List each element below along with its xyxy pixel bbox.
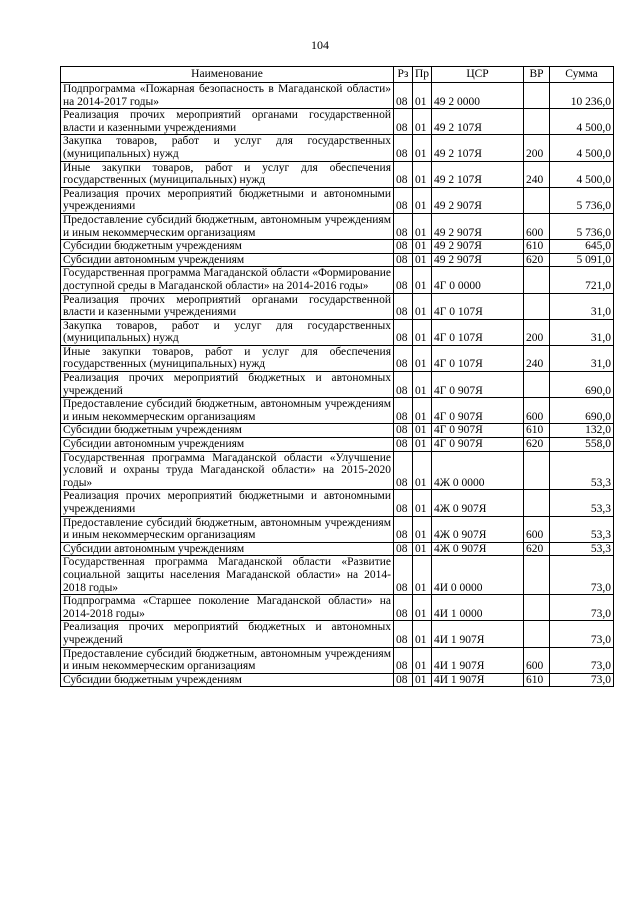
table-row <box>61 398 614 424</box>
cell-rz: 08 <box>394 438 413 452</box>
cell-sum: 645,0 <box>550 240 614 254</box>
cell-rz: 08 <box>394 187 413 213</box>
cell-csr: 4Г 0 907Я <box>432 398 524 424</box>
cell-vr <box>524 267 550 293</box>
cell-vr: 600 <box>524 647 550 673</box>
cell-rz: 08 <box>394 595 413 621</box>
cell-rz: 08 <box>394 345 413 371</box>
cell-pr: 01 <box>413 542 432 556</box>
cell-rz: 08 <box>394 83 413 109</box>
cell-name: Иные закупки товаров, работ и услуг для обеспечения государственных (муниципальных) нужд <box>61 161 394 187</box>
cell-sum: 558,0 <box>550 438 614 452</box>
cell-vr: 620 <box>524 542 550 556</box>
table-row <box>61 187 614 213</box>
cell-pr: 01 <box>413 319 432 345</box>
cell-csr: 49 2 107Я <box>432 109 524 135</box>
cell-name: Предоставление субсидий бюджетным, автономным учреждениям и иным некоммерческим организациям <box>61 647 394 673</box>
cell-csr: 4Г 0 107Я <box>432 319 524 345</box>
cell-pr: 01 <box>413 556 432 595</box>
cell-name: Реализация прочих мероприятий органами государственной власти и казенными учреждениями <box>61 109 394 135</box>
cell-name: Реализация прочих мероприятий бюджетными и автономными учреждениями <box>61 187 394 213</box>
cell-csr: 49 2 907Я <box>432 240 524 254</box>
cell-name: Подпрограмма «Пожарная безопасность в Магаданской области» на 2014-2017 годы» <box>61 83 394 109</box>
table-header-row <box>61 67 614 83</box>
cell-name: Предоставление субсидий бюджетным, автономным учреждениям и иным некоммерческим организациям <box>61 516 394 542</box>
cell-pr: 01 <box>413 372 432 398</box>
header-sum: Сумма <box>550 67 614 83</box>
table-row <box>61 542 614 556</box>
cell-csr: 4Ж 0 907Я <box>432 542 524 556</box>
cell-vr: 600 <box>524 213 550 239</box>
cell-pr: 01 <box>413 398 432 424</box>
cell-pr: 01 <box>413 451 432 490</box>
budget-table <box>60 66 614 687</box>
cell-name: Субсидии автономным учреждениям <box>61 253 394 267</box>
cell-pr: 01 <box>413 109 432 135</box>
cell-csr: 4И 0 0000 <box>432 556 524 595</box>
table-row <box>61 424 614 438</box>
cell-sum: 5 736,0 <box>550 213 614 239</box>
cell-rz: 08 <box>394 135 413 161</box>
cell-sum: 5 091,0 <box>550 253 614 267</box>
cell-name: Субсидии автономным учреждениям <box>61 542 394 556</box>
cell-rz: 08 <box>394 490 413 516</box>
cell-pr: 01 <box>413 647 432 673</box>
header-vr: ВР <box>524 67 550 83</box>
cell-name: Предоставление субсидий бюджетным, автономным учреждениям и иным некоммерческим организациям <box>61 398 394 424</box>
table-row <box>61 673 614 687</box>
cell-sum: 31,0 <box>550 319 614 345</box>
cell-name: Государственная программа Магаданской области «Улучшение условий и охраны труда Магаданской области» на 2015-2020 годы» <box>61 451 394 490</box>
cell-pr: 01 <box>413 267 432 293</box>
cell-vr: 200 <box>524 135 550 161</box>
cell-pr: 01 <box>413 345 432 371</box>
cell-csr: 4Г 0 907Я <box>432 438 524 452</box>
cell-csr: 49 2 0000 <box>432 83 524 109</box>
cell-pr: 01 <box>413 213 432 239</box>
cell-name: Государственная программа Магаданской области «Формирование доступной среды в Магаданской области» на 2014-2016 годы» <box>61 267 394 293</box>
table-row <box>61 556 614 595</box>
cell-csr: 49 2 107Я <box>432 161 524 187</box>
cell-rz: 08 <box>394 293 413 319</box>
cell-sum: 53,3 <box>550 516 614 542</box>
cell-vr: 620 <box>524 438 550 452</box>
cell-csr: 49 2 907Я <box>432 213 524 239</box>
cell-vr: 610 <box>524 673 550 687</box>
cell-rz: 08 <box>394 319 413 345</box>
table-row <box>61 319 614 345</box>
cell-vr: 600 <box>524 516 550 542</box>
cell-vr: 620 <box>524 253 550 267</box>
cell-pr: 01 <box>413 424 432 438</box>
cell-rz: 08 <box>394 647 413 673</box>
cell-csr: 4И 1 0000 <box>432 595 524 621</box>
cell-vr <box>524 83 550 109</box>
cell-rz: 08 <box>394 542 413 556</box>
table-row <box>61 621 614 647</box>
cell-sum: 4 500,0 <box>550 161 614 187</box>
cell-sum: 73,0 <box>550 556 614 595</box>
table-row <box>61 490 614 516</box>
table-row <box>61 240 614 254</box>
cell-vr: 240 <box>524 345 550 371</box>
cell-name: Субсидии автономным учреждениям <box>61 438 394 452</box>
cell-rz: 08 <box>394 424 413 438</box>
cell-pr: 01 <box>413 187 432 213</box>
cell-sum: 31,0 <box>550 293 614 319</box>
cell-rz: 08 <box>394 621 413 647</box>
cell-name: Субсидии бюджетным учреждениям <box>61 673 394 687</box>
cell-vr <box>524 490 550 516</box>
table-row <box>61 372 614 398</box>
cell-vr <box>524 556 550 595</box>
cell-name: Государственная программа Магаданской области «Развитие социальной защиты населения Магаданской области» на 2014-2018 годы» <box>61 556 394 595</box>
table-row <box>61 161 614 187</box>
cell-pr: 01 <box>413 438 432 452</box>
table-row <box>61 293 614 319</box>
cell-sum: 690,0 <box>550 398 614 424</box>
cell-name: Субсидии бюджетным учреждениям <box>61 424 394 438</box>
cell-vr: 610 <box>524 424 550 438</box>
table-row <box>61 438 614 452</box>
table-row <box>61 647 614 673</box>
cell-rz: 08 <box>394 161 413 187</box>
cell-csr: 4Г 0 907Я <box>432 372 524 398</box>
cell-csr: 4И 1 907Я <box>432 647 524 673</box>
cell-csr: 4Г 0 0000 <box>432 267 524 293</box>
cell-name: Реализация прочих мероприятий бюджетных и автономных учреждений <box>61 621 394 647</box>
cell-vr <box>524 109 550 135</box>
table-row <box>61 345 614 371</box>
cell-csr: 49 2 907Я <box>432 187 524 213</box>
cell-sum: 73,0 <box>550 595 614 621</box>
cell-rz: 08 <box>394 213 413 239</box>
cell-csr: 49 2 107Я <box>432 135 524 161</box>
table-row <box>61 109 614 135</box>
cell-rz: 08 <box>394 673 413 687</box>
cell-rz: 08 <box>394 253 413 267</box>
table-row <box>61 451 614 490</box>
cell-rz: 08 <box>394 451 413 490</box>
cell-name: Субсидии бюджетным учреждениям <box>61 240 394 254</box>
table-row <box>61 213 614 239</box>
cell-pr: 01 <box>413 240 432 254</box>
cell-name: Закупка товаров, работ и услуг для государственных (муниципальных) нужд <box>61 135 394 161</box>
cell-pr: 01 <box>413 516 432 542</box>
cell-pr: 01 <box>413 161 432 187</box>
cell-sum: 10 236,0 <box>550 83 614 109</box>
cell-sum: 4 500,0 <box>550 109 614 135</box>
cell-name: Реализация прочих мероприятий бюджетными и автономными учреждениями <box>61 490 394 516</box>
cell-vr: 240 <box>524 161 550 187</box>
cell-name: Реализация прочих мероприятий органами государственной власти и казенными учреждениями <box>61 293 394 319</box>
table-row <box>61 595 614 621</box>
cell-sum: 31,0 <box>550 345 614 371</box>
cell-vr: 600 <box>524 398 550 424</box>
cell-vr <box>524 621 550 647</box>
cell-rz: 08 <box>394 267 413 293</box>
cell-pr: 01 <box>413 253 432 267</box>
table-row <box>61 516 614 542</box>
cell-sum: 690,0 <box>550 372 614 398</box>
table-row <box>61 83 614 109</box>
header-csr: ЦСР <box>432 67 524 83</box>
cell-sum: 53,3 <box>550 490 614 516</box>
header-name: Наименование <box>61 67 394 83</box>
cell-sum: 4 500,0 <box>550 135 614 161</box>
cell-vr <box>524 293 550 319</box>
cell-csr: 4Г 0 907Я <box>432 424 524 438</box>
cell-csr: 4Ж 0 907Я <box>432 516 524 542</box>
cell-vr <box>524 595 550 621</box>
cell-sum: 721,0 <box>550 267 614 293</box>
cell-pr: 01 <box>413 595 432 621</box>
page-number: 104 <box>311 38 329 52</box>
cell-name: Закупка товаров, работ и услуг для государственных (муниципальных) нужд <box>61 319 394 345</box>
cell-sum: 132,0 <box>550 424 614 438</box>
cell-pr: 01 <box>413 490 432 516</box>
cell-rz: 08 <box>394 398 413 424</box>
cell-sum: 53,3 <box>550 451 614 490</box>
cell-pr: 01 <box>413 83 432 109</box>
cell-csr: 4Г 0 107Я <box>432 345 524 371</box>
cell-pr: 01 <box>413 621 432 647</box>
cell-rz: 08 <box>394 516 413 542</box>
cell-sum: 5 736,0 <box>550 187 614 213</box>
table-row <box>61 267 614 293</box>
cell-rz: 08 <box>394 240 413 254</box>
cell-csr: 4Ж 0 0000 <box>432 451 524 490</box>
cell-rz: 08 <box>394 556 413 595</box>
header-pr: Пр <box>413 67 432 83</box>
cell-name: Иные закупки товаров, работ и услуг для обеспечения государственных (муниципальных) нужд <box>61 345 394 371</box>
cell-vr: 610 <box>524 240 550 254</box>
header-rz: Рз <box>394 67 413 83</box>
cell-name: Предоставление субсидий бюджетным, автономным учреждениям и иным некоммерческим организациям <box>61 213 394 239</box>
cell-name: Реализация прочих мероприятий бюджетных и автономных учреждений <box>61 372 394 398</box>
cell-csr: 4И 1 907Я <box>432 621 524 647</box>
cell-csr: 49 2 907Я <box>432 253 524 267</box>
table-body <box>61 83 614 687</box>
cell-vr <box>524 372 550 398</box>
cell-rz: 08 <box>394 109 413 135</box>
cell-pr: 01 <box>413 293 432 319</box>
table-row <box>61 135 614 161</box>
cell-sum: 73,0 <box>550 673 614 687</box>
cell-csr: 4И 1 907Я <box>432 673 524 687</box>
cell-sum: 73,0 <box>550 621 614 647</box>
cell-sum: 73,0 <box>550 647 614 673</box>
cell-rz: 08 <box>394 372 413 398</box>
cell-csr: 4Ж 0 907Я <box>432 490 524 516</box>
cell-sum: 53,3 <box>550 542 614 556</box>
cell-vr: 200 <box>524 319 550 345</box>
cell-vr <box>524 187 550 213</box>
cell-vr <box>524 451 550 490</box>
cell-name: Подпрограмма «Старшее поколение Магаданской области» на 2014-2018 годы» <box>61 595 394 621</box>
cell-pr: 01 <box>413 135 432 161</box>
table-row <box>61 253 614 267</box>
cell-pr: 01 <box>413 673 432 687</box>
cell-csr: 4Г 0 107Я <box>432 293 524 319</box>
